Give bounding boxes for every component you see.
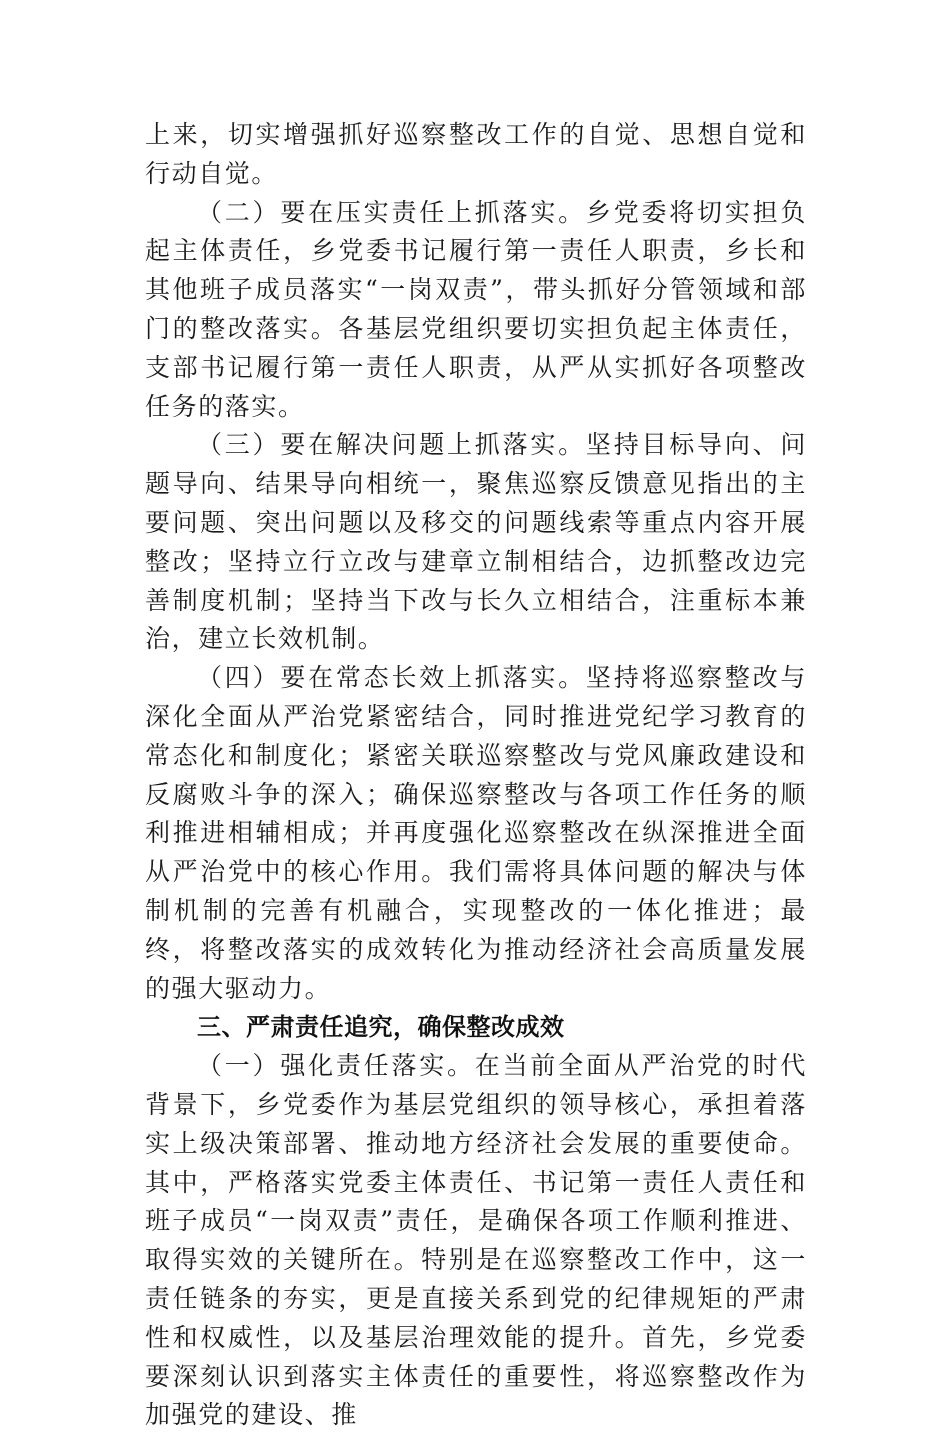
paragraph-section-2: （二）要在压实责任上抓落实。乡党委将切实担负起主体责任，乡党委书记履行第一责任人职责，乡长和其他班子成员落实“一岗双责”，带头抓好分管领域和部门的整改落实。各基层党组织要切实担负起主体责任，支部书记履行第一责任人职责，从严从实抓好各项整改任务的落实。	[145, 197, 807, 421]
paragraph-section-4: （四）要在常态长效上抓落实。坚持将巡察整改与深化全面从严治党紧密结合，同时推进党纪学习教育的常态化和制度化；紧密关联巡察整改与党风廉政建设和反腐败斗争的深入；确保巡察整改与各项工作任务的顺利推进相辅相成；并再度强化巡察整改在纵深推进全面从严治党中的核心作用。我们需将具体问题的解决与体制机制的完善有机融合，实现整改的一体化推进；最终，将整改落实的成效转化为推动经济社会高质量发展的强大驱动力。	[145, 663, 807, 1003]
paragraph-subsection-1: （一）强化责任落实。在当前全面从严治党的时代背景下，乡党委作为基层党组织的领导核心，承担着落实上级决策部署、推动地方经济社会发展的重要使命。其中，严格落实党委主体责任、书记第一责任人责任和班子成员“一岗双责”责任，是确保各项工作顺利推进、取得实效的关键所在。特别是在巡察整改工作中，这一责任链条的夯实，更是直接关系到党的纪律规矩的严肃性和权威性，以及基层治理效能的提升。首先，乡党委要深刻认识到落实主体责任的重要性，将巡察整改作为加强党的建设、推	[145, 1051, 807, 1430]
document-body	[145, 116, 807, 1435]
paragraph-section-3: （三）要在解决问题上抓落实。坚持目标导向、问题导向、结果导向相统一，聚焦巡察反馈意见指出的主要问题、突出问题以及移交的问题线索等重点内容开展整改；坚持立行立改与建章立制相结合，边抓整改边完善制度机制；坚持当下改与长久立相结合，注重标本兼治，建立长效机制。	[145, 430, 807, 654]
section-heading-3: 三、严肃责任追究，确保整改成效	[197, 1013, 565, 1042]
paragraph-continuation: 上来，切实增强抓好巡察整改工作的自觉、思想自觉和行动自觉。	[145, 120, 807, 188]
